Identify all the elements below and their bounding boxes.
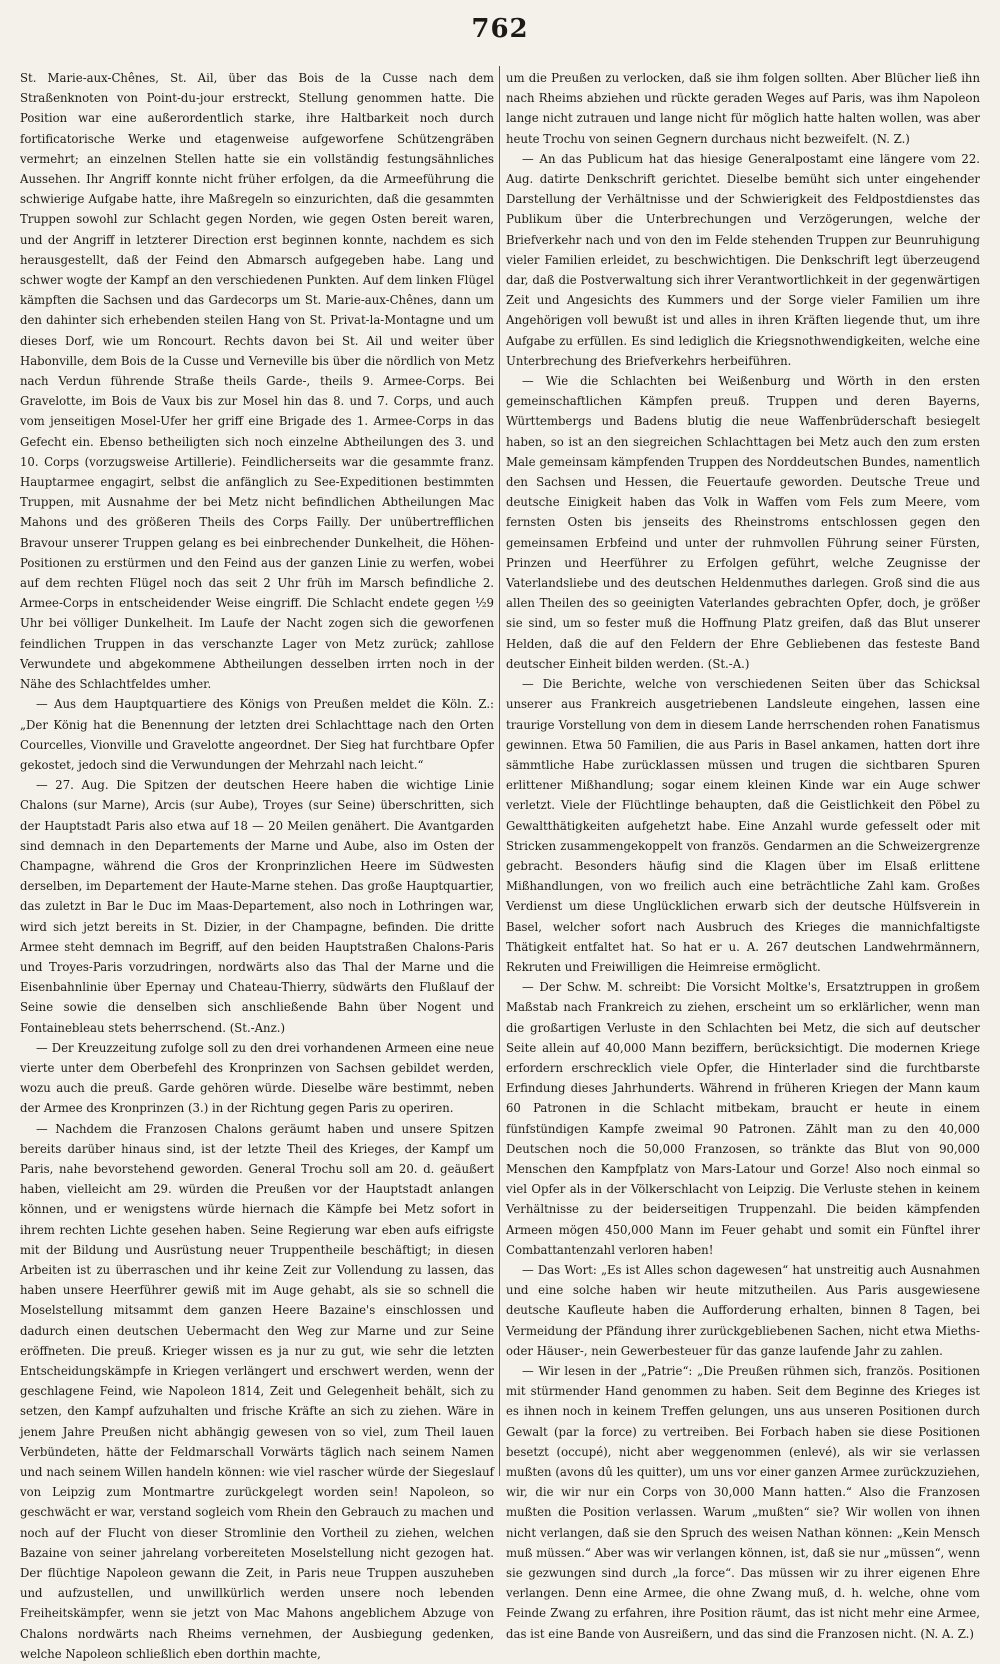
- article-paragraph: — Wie die Schlachten bei Weißenburg und Wörth in den ersten gemeinschaftlichen Kämpfen preuß. Truppen und deren Bayerns, Württembergs und Badens blutig die neue Waffenbrüderschaft besiegelt haben, so ist an den siegreichen Schlachttagen bei Metz auch den zum ersten Male gemeinsam kämpfenden Truppen des Norddeutschen Bundes, namentlich den Sachsen und Hessen, die Feuertaufe geworden. Deutsche Treue und deutsche Einigkeit haben das Volk in Waffen vom Fels zum Meere, vom fernsten Osten bis jenseits des Rheinstroms entschlossen gegen den gemeinsamen Erbfeind und unter der ruhmvollen Führung seiner Fürsten, Prinzen und Heerführer zu Erfolgen geführt, welche Zeugnisse der Vaterlandsliebe und des deutschen Heldenmuthes darlegen. Groß sind die aus allen Theilen des so geeinigten Vaterlandes gebrachten Opfer, doch, je größer sie sind, um so fester muß die Hoffnung Platz greifen, daß das Blut unserer Helden, daß die auf den Feldern der Ehre Gebliebenen das festeste Band deutscher Einheit bilden werden. (St.-A.): [506, 374, 980, 671]
- article-paragraph: — Das Wort: „Es ist Alles schon dagewesen“ hat unstreitig auch Ausnahmen und eine solche haben wir heute mitzutheilen. Aus Paris ausgewiesene deutsche Kaufleute haben die Aufforderung erhalten, binnen 8 Tagen, bei Vermeidung der Pfändung ihrer zurückgebliebenen Sachen, nicht etwa Mieths- oder Häuser-, nein Gewerbesteuer für das ganze laufende Jahr zu zahlen.: [506, 1262, 980, 1358]
- article-paragraph: — Der Kreuzzeitung zufolge soll zu den drei vorhandenen Armeen eine neue vierte unter dem Oberbefehl des Kronprinzen von Sachsen gebildet werden, wozu auch die preuß. Garde gehören würde. Dieselbe wäre bestimmt, neben der Armee des Kronprinzen (3.) in der Richtung gegen Paris zu operiren.: [20, 1040, 494, 1116]
- article-paragraph: — 27. Aug. Die Spitzen der deutschen Heere haben die wichtige Linie Chalons (sur Marne), Arcis (sur Aube), Troyes (sur Seine) überschritten, sich der Hauptstadt Paris also etwa auf 18 — 20 Meilen genähert. Die Avantgarden sind demnach in den Departements der Marne und Aube, also im Osten der Champagne, während die Gros der Kronprinzlichen Heere im Südwesten derselben, im Departement der Haute-Marne stehen. Das große Hauptquartier, das zuletzt in Bar le Duc im Maas-Departement, also noch in Lothringen war, wird sich jetzt bereits in St. Dizier, in der Champagne, befinden. Die dritte Armee steht demnach im Begriff, auf den beiden Hauptstraßen Chalons-Paris und Troyes-Paris vorzudringen, nordwärts also das Thal der Marne und die Eisenbahnlinie über Epernay und Chateau-Thierry, südwärts den Flußlauf der Seine sowie die denselben sich anschließende Bahn über Nogent und Fontainebleau stets beherrschend. (St.-Anz.): [20, 778, 494, 1035]
- article-paragraph: — An das Publicum hat das hiesige Generalpostamt eine längere vom 22. Aug. datirte Denkschrift gerichtet. Dieselbe bemüht sich unter eingehender Darstellung der Verhältnisse und der Schwierigkeit des Feldpostdienstes das Publikum über die Unterbrechungen und Verzögerungen, welche der Briefverkehr nach und von den im Felde stehenden Truppen zur Beunruhigung vieler Familien erleidet, zu beschwichtigen. Die Denkschrift legt überzeugend dar, daß die Postverwaltung sich ihrer Verantwortlichkeit in der gegenwärtigen Zeit und Angesichts des Kummers und der Sorge vieler Familien um ihre Angehörigen voll bewußt ist und alles in ihren Kräften liegende thut, um ihre Aufgabe zu erfüllen. Es sind lediglich die Kriegsnothwendigkeiten, welche eine Unterbrechung des Briefverkehrs herbeiführen.: [506, 151, 980, 368]
- article-paragraph: — Wir lesen in der „Patrie“: „Die Preußen rühmen sich, französ. Positionen mit stürmender Hand genommen zu haben. Seit dem Beginne des Krieges ist es ihnen noch in keinem Treffen gelungen, uns aus unseren Positionen durch Gewalt (par la force) zu vertreiben. Bei Forbach haben sie diese Positionen besetzt (occupé), nicht aber weggenommen (enlevé), als wir sie verlassen mußten (avons dû les quitter), um uns vor einer ganzen Armee zurückzuziehen, wir, die wir nur ein Corps von 30,000 Mann hatten.“ Also die Franzosen mußten die Position verlassen. Warum „mußten“ sie? Wir wollen von ihnen nicht verlangen, daß sie den Spruch des weisen Nathan können: „Kein Mensch muß müssen.“ Aber was wir verlangen können, ist, daß sie nur „müssen“, wenn sie gezwungen sind durch „la force“. Das müssen wir zu ihrer eigenen Ehre verlangen. Denn eine Armee, die ohne Zwang muß, d. h. welche, ohne vom Feinde Zwang zu erfahren, ihre Position räumt, das ist nicht mehr eine Armee, das ist eine Bande von Ausreißern, und das sind die Franzosen nicht. (N. A. Z.): [506, 1364, 980, 1641]
- article-paragraph: — Nachdem die Franzosen Chalons geräumt haben und unsere Spitzen bereits darüber hinaus sind, ist der letzte Theil des Krieges, der Kampf um Paris, nahe bevorstehend geworden. General Trochu soll am 20. d. geäußert haben, vielleicht am 29. würden die Preußen vor der Hauptstadt anlangen können, und er wenigstens würde hiernach die Kämpfe bei Metz sofort in ihrem rechten Lichte gesehen haben. Seine Regierung war eben aufs eifrigste mit der Bildung und Ausrüstung neuer Truppentheile beschäftigt; in diesen Arbeiten ist zu überraschen und ihr keine Zeit zur Vollendung zu lassen, das haben unsere Heerführer gewiß mit im Auge gehabt, als sie so schnell die Moselstellung mitsammt dem ganzen Heere Bazaine's einschlossen und dadurch einen deutschen Uebermacht den Weg zur Marne und zur Seine eröffneten. Die preuß. Krieger wissen es ja nur zu gut, wie sehr die letzten Entscheidungskämpfe in Kriegen verlängert und erschwert werden, wenn der geschlagene Feind, wie Napoleon 1814, Zeit und Gelegenheit behält, sich zu setzen, den Kampf aufzuhalten und frische Kräfte an sich zu ziehen. Wäre in jenem Jahre Preußen nicht abhängig gewesen von so viel, zum Theil lauen Verbündeten, hätte der Feldmarschall Vorwärts täglich nach seinem Namen und nach seinem Willen handeln können: wie viel rascher würde der Siegeslauf von Leipzig zum Montmartre zurückgelegt worden sein! Napoleon, so geschwächt er war, verstand sogleich vom Rhein den Gebrauch zu machen und noch auf der Flucht von dieser Stromlinie den Vortheil zu ziehen, welchen Bazaine von seiner jahrelang vorbereiteten Moselstellung nicht gezogen hat. Der flüchtige Napoleon gewann die Zeit, in Paris neue Truppen auszuheben und aufzustellen, und unwillkürlich werden unsere noch lebenden Freiheitskämpfer, wenn sie jetzt von Mac Mahons angeblichem Abzuge von Chalons nordwärts nach Rheims vernehmen, der Ausbiegung gedenken, welche Napoleon schließlich eben dorthin machte,: [20, 1121, 494, 1661]
- article-paragraph: — Die Berichte, welche von verschiedenen Seiten über das Schicksal unserer aus Frankreich ausgetriebenen Landsleute eingehen, lassen eine traurige Vorstellung von dem in diesem Lande herrschenden rohen Fanatismus gewinnen. Etwa 50 Familien, die aus Paris in Basel ankamen, hatten dort ihre sämmtliche Habe zurücklassen müssen und trugen die sichtbaren Spuren erlittener Mißhandlung; sogar einem kleinen Kinde war ein Auge schwer verletzt. Viele der Flüchtlinge behaupten, daß die Geistlichkeit den Pöbel zu Gewaltthätigkeiten aufgehetzt habe. Eine Anzahl wurde gefesselt oder mit Stricken zusammengekoppelt von französ. Gendarmen an die Schweizergrenze gebracht. Besonders häufig sind die Klagen über im Elsaß erlittene Mißhandlungen, von wo freilich auch eine beträchtliche Zahl kam. Großes Verdienst um diese Unglücklichen erwarb sich der deutsche Hülfsverein in Basel, welcher sofort nach Ausbruch des Krieges die mannichfaltigste Thätigkeit entfaltet hat. So hat er u. A. 267 deutschen Landwehrmännern, Rekruten und Freiwilligen die Heimreise ermöglicht.: [506, 677, 980, 974]
- article-paragraph: St. Marie-aux-Chênes, St. Ail, über das Bois de la Cusse nach dem Straßenknoten von Point-du-jour erstreckt, Stellung genommen hatte. Die Position war eine außerordentlich starke, ihre Haltbarkeit noch durch fortificatorische Werke und etagenweise aufgeworfene Schützengräben vermehrt; an einzelnen Stellen hatte sie ein vollständig festungsähnliches Aussehen. Ihr Angriff konnte nicht früher erfolgen, da die Armeeführung die schwierige Aufgabe hatte, ihre Maßregeln so einzurichten, daß die gesammten Truppen sowohl zur Schlacht gegen Norden, wie gegen Osten bereit waren, und der Angriff in letzterer Direction erst beginnen konnte, nachdem es sich herausgestellt, daß der Feind den Abmarsch aufgegeben habe. Lang und schwer wogte der Kampf an den verschiedenen Punkten. Auf dem linken Flügel kämpften die Sachsen und das Gardecorps um St. Marie-aux-Chênes, dann um den dahinter sich erhebenden steilen Hang von St. Privat-la-Montagne und um dieses Dorf, wie um Roncourt. Rechts davon bei St. Ail und weiter über Habonville, dem Bois de la Cusse und Verneville bis über die nördlich von Metz nach Verdun führende Straße theils Garde-, theils 9. Armee-Corps. Bei Gravelotte, im Bois de Vaux bis zur Mosel hin das 8. und 7. Corps, und auch vom jenseitigen Mosel-Ufer her griff eine Brigade des 1. Armee-Corps in das Gefecht ein. Ebenso betheiligten sich noch einzelne Abtheilungen des 3. und 10. Corps (vorzugsweise Artillerie). Feindlicherseits war die gesammte franz. Hauptarmee engagirt, selbst die anfänglich zu See-Expeditionen bestimmten Truppen, mit Ausnahme der bei Metz nicht befindlichen Abtheilungen Mac Mahons und des größeren Theils des Corps Failly. Der unübertrefflichen Bravour unserer Truppen gelang es bei einbrechender Dunkelheit, die Höhen-Positionen zu erstürmen und den Feind aus der ganzen Linie zu werfen, wobei auf dem rechten Flügel noch das seit 2 Uhr früh im Marsch befindliche 2. Armee-Corps in entscheidender Weise eingriff. Die Schlacht endete gegen ½9 Uhr bei völliger Dunkelheit. Im Laufe der Nacht zogen sich die geworfenen feindlichen Truppen in das verschanzte Lager von Metz zurück; zahllose Verwundete und abgekommene Abtheilungen desselben irrten noch in der Nähe des Schlachtfeldes umher.: [20, 71, 494, 692]
- page-number: 762: [471, 14, 529, 44]
- article-paragraph: um die Preußen zu verlocken, daß sie ihm folgen sollten. Aber Blücher ließ ihn nach Rheims abziehen und rückte geraden Weges auf Paris, was ihm Napoleon lange nicht zutrauen und lange nicht für möglich hatte halten wollen, was aber heute Trochu von seinen Gegnern durchaus nicht bezweifelt. (N. Z.): [506, 71, 980, 146]
- left-column: [20, 68, 494, 1661]
- right-column: [506, 68, 980, 1641]
- column-divider: [499, 66, 500, 1476]
- article-paragraph: — Der Schw. M. schreibt: Die Vorsicht Moltke's, Ersatztruppen in großem Maßstab nach Frankreich zu ziehen, erscheint um so erklärlicher, wenn man die großartigen Verluste in den Schlachten bei Metz, die sich auf deutscher Seite allein auf 40,000 Mann beziffern, berücksichtigt. Die modernen Kriege erfordern erschrecklich viele Opfer, die Hinterlader sind die furchtbarste Erfindung dieses Jahrhunderts. Während in früheren Kriegen der Mann kaum 60 Patronen in die Schlacht mitbekam, braucht er heute in einem fünfstündigen Kampfe zweimal 90 Patronen. Zählt man zu den 40,000 Deutschen noch die 50,000 Franzosen, so tränkte das Blut von 90,000 Menschen den Kampfplatz von Mars-Latour und Gorze! Also noch einmal so viel Opfer als in der Völkerschlacht von Leipzig. Die Verluste stehen in keinem Verhältnisse zu der beiderseitigen Truppenzahl. Die beiden kämpfenden Armeen mögen 450,000 Mann im Feuer gehabt und somit ein Fünftel ihrer Combattantenzahl verloren haben!: [506, 980, 980, 1257]
- article-paragraph: — Aus dem Hauptquartiere des Königs von Preußen meldet die Köln. Z.: „Der König hat die Benennung der letzten drei Schlachttage nach den Orten Courcelles, Vionville und Gravelotte angeordnet. Der Sieg hat furchtbare Opfer gekostet, jedoch sind die Verwundungen der Mehrzahl nach leicht.“: [20, 697, 494, 772]
